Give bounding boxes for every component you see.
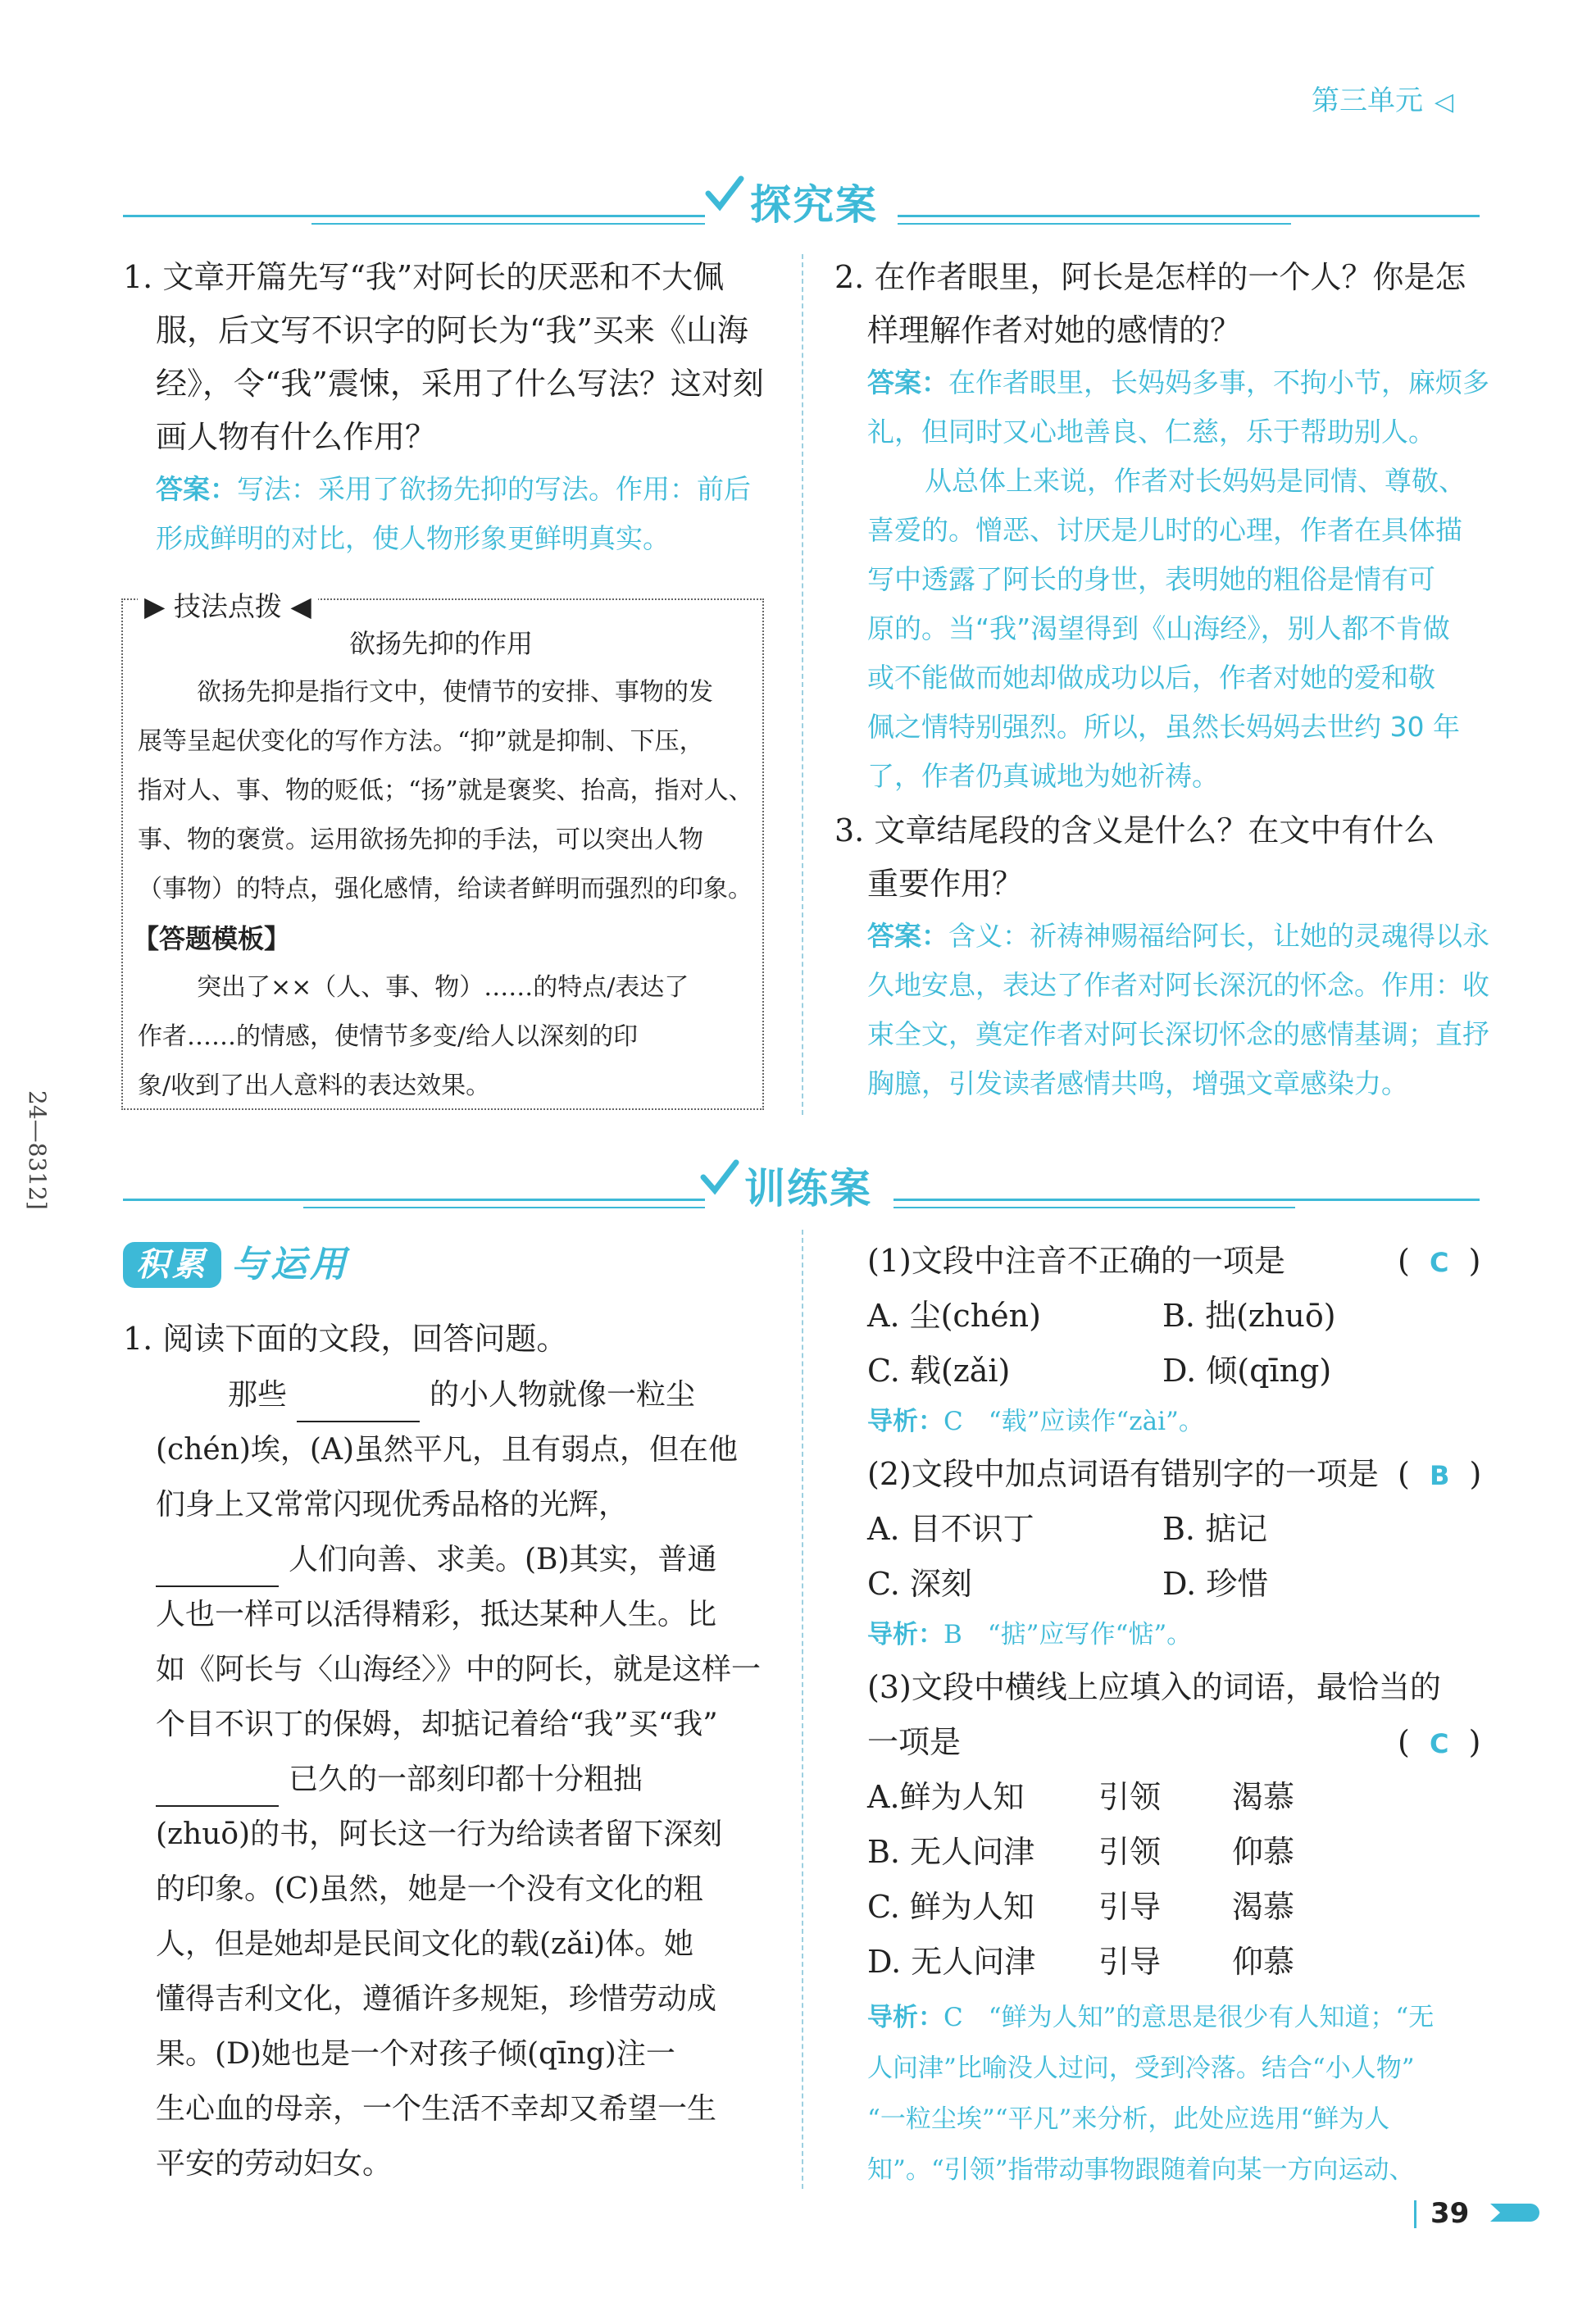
question-line: 样理解作者对她的感情的？ bbox=[867, 312, 1242, 348]
tips-line: 指对人、事、物的贬低；“扬”就是褒奖、抬高，指对人、 bbox=[138, 776, 753, 805]
check-icon bbox=[703, 174, 746, 216]
passage-line: 的印象。(C)虽然，她是一个没有文化的粗 bbox=[156, 1872, 703, 1906]
section-rule-right-2 bbox=[893, 1207, 1295, 1208]
option-a[interactable]: A.鲜为人知 bbox=[867, 1779, 1025, 1815]
sub-question-text: (3)文段中横线上应填入的词语，最恰当的 bbox=[867, 1669, 1441, 1705]
answer-line: 写中透露了阿长的身世，表明她的粗俗是情有可 bbox=[867, 563, 1435, 595]
passage-line: 人也一样可以活得精彩，抵达某种人生。比 bbox=[156, 1598, 717, 1631]
answer-choice: ( C ) bbox=[1398, 1243, 1481, 1279]
category-badge-rest: 与运用 bbox=[231, 1244, 349, 1285]
answer-choice: ( C ) bbox=[1398, 1724, 1481, 1760]
section-rule-right bbox=[893, 1199, 1480, 1201]
answer-line: 束全文，奠定作者对阿长深切怀念的感情基调；直抒 bbox=[867, 1018, 1489, 1050]
question-line: 画人物有什么作用？ bbox=[156, 419, 437, 455]
answer-line: 从总体上来说，作者对长妈妈是同情、尊敬、 bbox=[925, 465, 1466, 497]
guide-text: C “载”应读作“zài”。 bbox=[944, 1407, 1204, 1436]
section-title: 训练案 bbox=[744, 1165, 872, 1212]
tips-line: 事、物的褒赏。运用欲扬先抑的手法，可以突出人物 bbox=[138, 826, 703, 854]
guide-label: 导析： bbox=[867, 1620, 944, 1649]
passage-line: 人，但是她却是民间文化的载(zǎi)体。她 bbox=[156, 1927, 694, 1961]
blank-2[interactable] bbox=[156, 1553, 279, 1587]
guide-line: 知”。“引领”指带动事物跟随着向某一方向运动、 bbox=[867, 2155, 1415, 2185]
question-line: 经》，令“我”震悚，采用了什么写法？这对刻 bbox=[156, 366, 764, 402]
option-d-word3: 仰慕 bbox=[1232, 1944, 1295, 1980]
question-line: 2. 在作者眼里，阿长是怎样的一个人？你是怎 bbox=[834, 259, 1466, 295]
answer-line: 礼，但同时又心地善良、仁慈，乐于帮助别人。 bbox=[867, 416, 1435, 448]
passage-line: 如《阿长与〈山海经〉》中的阿长，就是这样一 bbox=[156, 1653, 762, 1686]
answer-line: 形成鲜明的对比，使人物形象更鲜明真实。 bbox=[156, 522, 670, 554]
section-rule-left-2 bbox=[303, 1207, 705, 1208]
option-c[interactable]: C. 深刻 bbox=[867, 1566, 972, 1602]
answer-line: 了，作者仍真诚地为她祈祷。 bbox=[867, 760, 1219, 792]
section-rule-left bbox=[123, 1199, 705, 1201]
tips-title: 欲扬先抑的作用 bbox=[348, 628, 533, 659]
section-rule-left-2 bbox=[311, 223, 705, 225]
answer-label: 答案： bbox=[867, 920, 948, 952]
option-d[interactable]: D. 无人问津 bbox=[867, 1944, 1036, 1980]
blank-3[interactable] bbox=[156, 1772, 279, 1807]
guide-text: C “鲜为人知”的意思是很少有人知道；“无 bbox=[944, 2003, 1435, 2032]
column-divider bbox=[802, 254, 803, 1115]
answer-line: 喜爱的。憎恶、讨厌是儿时的心理，作者在具体描 bbox=[867, 514, 1462, 546]
passage-line: 懂得吉利文化，遵循许多规矩，珍惜劳动成 bbox=[156, 1982, 717, 2016]
template-line: 作者……的情感，使情节多变/给人以深刻的印 bbox=[138, 1022, 639, 1051]
option-a-word3: 渴慕 bbox=[1232, 1779, 1295, 1815]
option-d[interactable]: D. 倾(qīng) bbox=[1162, 1353, 1332, 1389]
category-badge: 积累 bbox=[123, 1242, 221, 1288]
passage-line: 个目不识丁的保姆，却掂记着给“我”买“我” bbox=[156, 1708, 718, 1741]
page-number-bar bbox=[1414, 2200, 1416, 2228]
question-line: 1. 文章开篇先写“我”对阿长的厌恶和不大佩 bbox=[123, 259, 725, 295]
option-d[interactable]: D. 珍惜 bbox=[1162, 1566, 1269, 1602]
passage-line: 生心血的母亲，一个生活不幸却又希望一生 bbox=[156, 2092, 717, 2126]
option-a-word2: 引领 bbox=[1098, 1779, 1162, 1815]
answer-choice-value: C bbox=[1429, 1247, 1449, 1278]
passage-line: (chén)埃，(A)虽然平凡，且有弱点，但在他 bbox=[156, 1433, 739, 1467]
answer-choice: ( B ) bbox=[1398, 1456, 1482, 1492]
option-c-word3: 渴慕 bbox=[1232, 1889, 1295, 1925]
answer-line: 佩之情特别强烈。所以，虽然长妈妈去世约 30 年 bbox=[867, 711, 1460, 743]
answer-line: 原的。当“我”渴望得到《山海经》，别人都不肯做 bbox=[867, 612, 1450, 644]
option-b[interactable]: B. 掂记 bbox=[1162, 1511, 1268, 1547]
unit-label: 第三单元 bbox=[1312, 84, 1423, 117]
guide-label: 导析： bbox=[867, 1407, 944, 1436]
answer-label: 答案： bbox=[867, 366, 948, 398]
passage-line bbox=[156, 1752, 643, 1807]
page-number: 39 bbox=[1430, 2197, 1470, 2230]
section-rule-right bbox=[898, 215, 1480, 217]
passage-line: 果。(D)她也是一个对孩子倾(qīng)注一 bbox=[156, 2037, 675, 2071]
sub-question-text: 一项是 bbox=[867, 1724, 962, 1760]
sub-question-text: (2)文段中加点词语有错别字的一项是 bbox=[867, 1456, 1379, 1492]
guide-line bbox=[867, 1396, 1204, 1447]
side-code: 24—8312] bbox=[24, 1090, 51, 1210]
unit-header bbox=[1312, 78, 1453, 118]
passage-text: 人们向善、求美。(B)其实，普通 bbox=[289, 1543, 717, 1576]
answer-line: 或不能做而她却做成功以后，作者对她的爱和敬 bbox=[867, 662, 1435, 694]
tips-header: ▶ 技法点拨 ◀ bbox=[138, 585, 318, 624]
tips-line: 展等呈起伏变化的写作方法。“抑”就是抑制、下压， bbox=[138, 727, 704, 756]
passage-line: 们身上又常常闪现优秀品格的光辉， bbox=[156, 1488, 629, 1522]
answer-line: 胸臆，引发读者感情共鸣，增强文章感染力。 bbox=[867, 1067, 1408, 1099]
guide-line: 人问津”比喻没人过问，受到冷落。结合“小人物” bbox=[867, 2054, 1415, 2083]
check-icon bbox=[698, 1158, 741, 1200]
passage-text: 已久的一部刻印都十分粗拙 bbox=[289, 1763, 643, 1796]
tips-line: （事物）的特点，强化感情，给读者鲜明而强烈的印象。 bbox=[138, 875, 753, 903]
option-c[interactable]: C. 载(zǎi) bbox=[867, 1353, 1011, 1389]
passage-text: 的小人物就像一粒尘 bbox=[430, 1378, 696, 1412]
tips-line: 欲扬先抑是指行文中，使情节的安排、事物的发 bbox=[197, 678, 713, 707]
passage-text: 那些 bbox=[228, 1378, 288, 1412]
option-b-word3: 仰慕 bbox=[1232, 1834, 1295, 1870]
answer-label: 答案： bbox=[156, 473, 237, 505]
answer-line: 久地安息，表达了作者对阿长深沉的怀念。作用：收 bbox=[867, 969, 1489, 1001]
answer-text: 在作者眼里，长妈妈多事，不拘小节，麻烦多 bbox=[948, 366, 1489, 398]
blank-1[interactable] bbox=[297, 1388, 420, 1422]
tips-head-label: 技法点拨 bbox=[173, 590, 282, 622]
guide-text: B “掂”应写作“惦”。 bbox=[944, 1620, 1193, 1649]
section-rule-right-2 bbox=[898, 223, 1291, 225]
triangle-left-icon: ◁ bbox=[1435, 88, 1454, 116]
answer-text: 写法：采用了欲扬先抑的写法。作用：前后 bbox=[237, 473, 751, 505]
option-b[interactable]: B. 拙(zhuō) bbox=[1162, 1298, 1336, 1334]
sub-question-text: (1)文段中注音不正确的一项是 bbox=[867, 1243, 1285, 1279]
exercise-intro: 1. 阅读下面的文段，回答问题。 bbox=[123, 1321, 568, 1357]
question-line: 3. 文章结尾段的含义是什么？在文中有什么 bbox=[834, 812, 1435, 848]
option-a[interactable]: A. 目不识丁 bbox=[867, 1511, 1034, 1547]
guide-line bbox=[867, 1992, 1434, 2043]
option-c-word2: 引导 bbox=[1098, 1889, 1162, 1925]
answer-line bbox=[156, 465, 751, 514]
guide-line bbox=[867, 1609, 1192, 1660]
passage-line: 平安的劳动妇女。 bbox=[156, 2147, 393, 2181]
guide-line: “一粒尘埃”“平凡”来分析，此处应选用“鲜为人 bbox=[867, 2104, 1390, 2134]
question-line: 重要作用？ bbox=[867, 866, 1024, 902]
answer-choice-value: C bbox=[1429, 1728, 1449, 1759]
option-c[interactable]: C. 鲜为人知 bbox=[867, 1889, 1034, 1925]
section-rule-left bbox=[123, 215, 705, 217]
option-d-word2: 引导 bbox=[1098, 1944, 1162, 1980]
answer-line bbox=[867, 912, 1489, 961]
question-line: 服，后文写不识字的阿长为“我”买来《山海 bbox=[156, 312, 748, 348]
answer-text: 含义：祈祷神赐福给阿长，让她的灵魂得以永 bbox=[948, 920, 1489, 952]
column-divider bbox=[802, 1230, 803, 2189]
section-title: 探究案 bbox=[750, 181, 878, 229]
option-b-word2: 引领 bbox=[1098, 1834, 1162, 1870]
answer-choice-value: B bbox=[1429, 1460, 1450, 1491]
template-label: 【答题模板】 bbox=[133, 923, 291, 954]
guide-label: 导析： bbox=[867, 2003, 944, 2032]
passage-line bbox=[228, 1367, 695, 1422]
page-tab-shape bbox=[1490, 2204, 1539, 2222]
template-line: 突出了××（人、事、物）……的特点/表达了 bbox=[197, 973, 689, 1002]
option-b[interactable]: B. 无人问津 bbox=[867, 1834, 1035, 1870]
answer-line bbox=[867, 358, 1489, 407]
passage-line bbox=[156, 1532, 717, 1587]
option-a[interactable]: A. 尘(chén) bbox=[867, 1298, 1041, 1334]
passage-line: (zhuō)的书，阿长这一行为给读者留下深刻 bbox=[156, 1817, 723, 1851]
template-line: 象/收到了出人意料的表达效果。 bbox=[138, 1071, 491, 1100]
